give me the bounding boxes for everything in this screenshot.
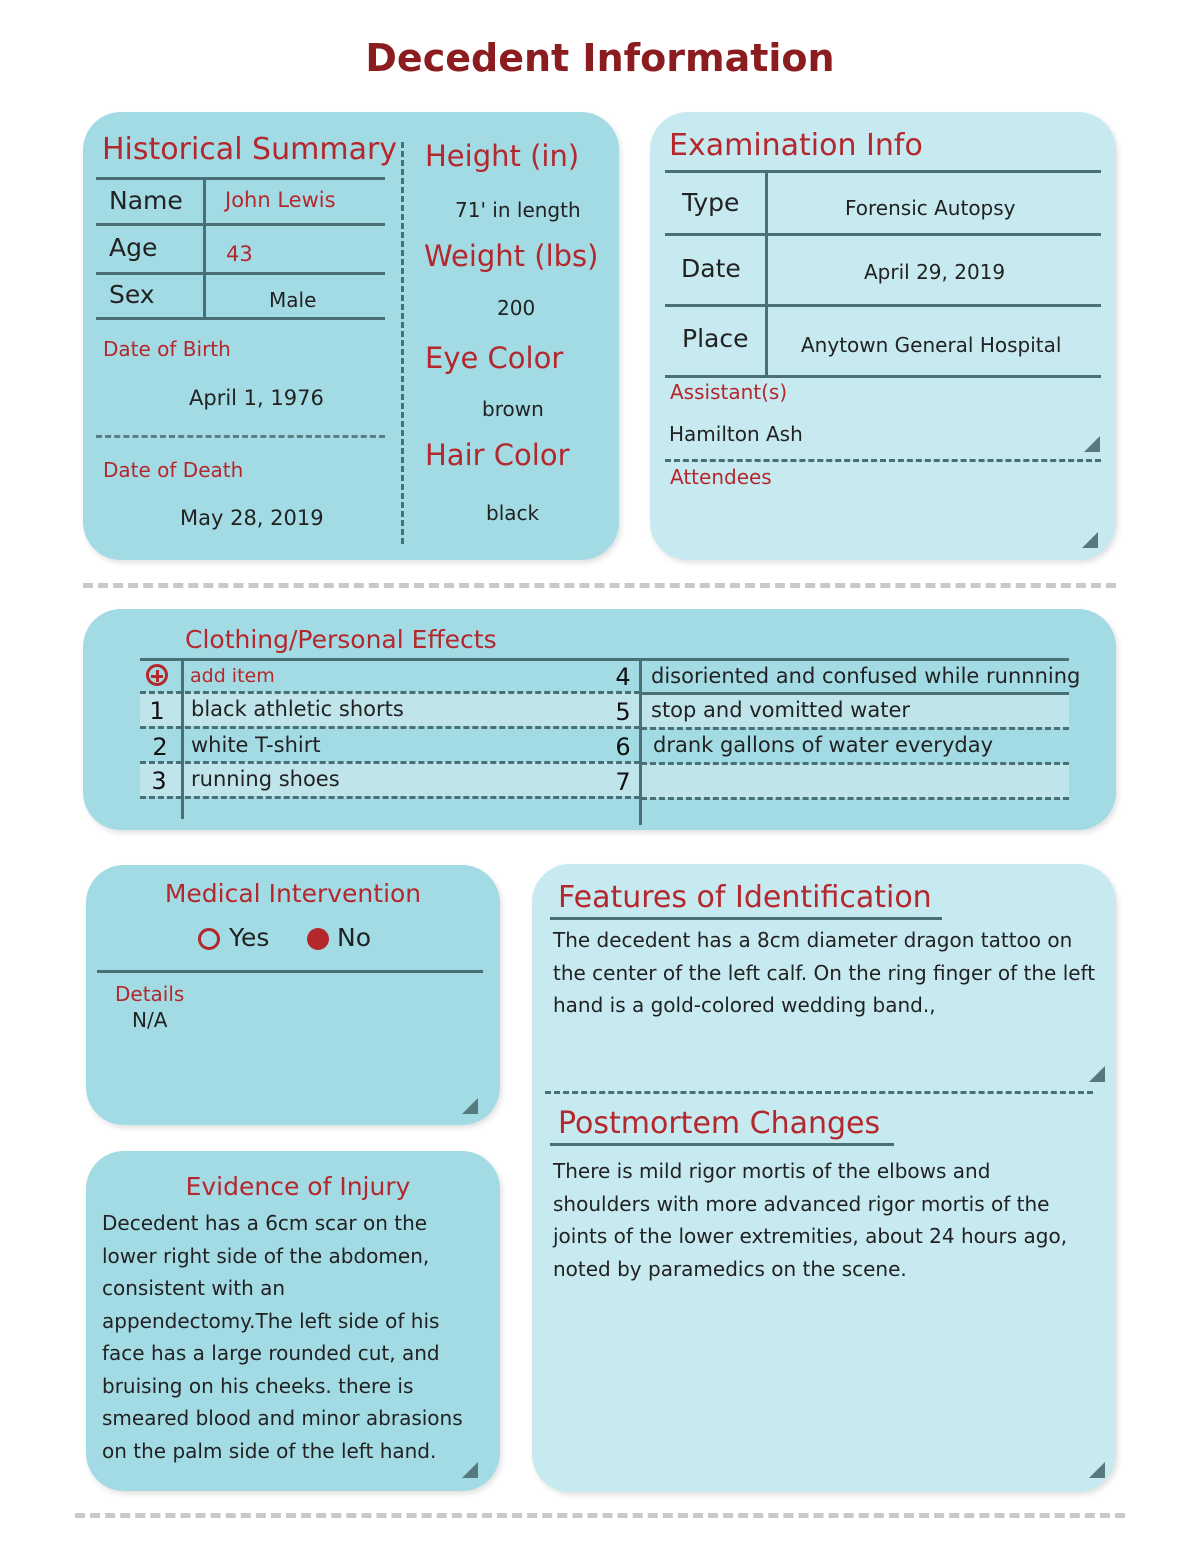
date-label: Date	[681, 254, 741, 283]
item-number: 6	[615, 733, 631, 761]
list-item[interactable]: disoriented and confused while runnning	[651, 664, 1081, 688]
divider	[140, 761, 640, 764]
details-field[interactable]: N/A	[132, 1008, 168, 1032]
list-item[interactable]: running shoes	[191, 767, 340, 791]
name-field[interactable]: John Lewis	[225, 188, 336, 212]
divider	[665, 375, 1101, 378]
eye-color-field[interactable]: brown	[482, 397, 544, 421]
date-field[interactable]: April 29, 2019	[864, 260, 1006, 284]
divider	[550, 917, 942, 920]
divider	[203, 178, 206, 318]
features-text-field[interactable]: The decedent has a 8cm diameter dragon tattoo on the center of the left calf. On the ring finger of the left hand is a gold-colored wedding band.,	[553, 928, 1096, 1017]
divider	[665, 459, 1101, 462]
hair-color-field[interactable]: black	[486, 501, 540, 525]
page-title: Decedent Information	[365, 36, 835, 80]
page-divider	[83, 583, 1116, 588]
divider	[641, 692, 1069, 695]
sex-field[interactable]: Male	[269, 288, 317, 312]
historical-summary-card	[83, 112, 619, 560]
clothing-effects-card	[83, 609, 1116, 830]
weight-label: Weight (lbs)	[424, 239, 599, 273]
yes-radio[interactable]	[198, 928, 220, 950]
divider	[545, 1091, 1093, 1094]
divider	[96, 317, 385, 320]
divider	[140, 658, 1069, 661]
assistants-label: Assistant(s)	[670, 380, 788, 404]
evidence-of-injury-heading: Evidence of Injury	[185, 1172, 411, 1201]
assistants-field[interactable]: Hamilton Ash	[669, 422, 803, 446]
item-number: 1	[149, 697, 165, 725]
item-number: 4	[615, 663, 631, 691]
divider	[665, 170, 1101, 173]
item-number: 3	[151, 767, 167, 795]
attendees-label: Attendees	[670, 465, 772, 489]
clothing-effects-heading: Clothing/Personal Effects	[185, 625, 497, 654]
item-number: 2	[152, 733, 168, 761]
no-label: No	[337, 923, 371, 952]
divider	[96, 177, 385, 180]
divider	[96, 223, 385, 226]
features-heading: Features of Identification	[558, 880, 932, 915]
injury-text-field[interactable]: Decedent has a 6cm scar on the lower right side of the abdomen, consistent with an appendectomy.The left side of his face has a large rounded cut, and bruising on his cheeks. there is smeared blood and minor abrasions on the palm side of the left hand.	[102, 1211, 463, 1463]
list-item[interactable]: drank gallons of water everyday	[653, 733, 993, 757]
medical-intervention-heading: Medical Intervention	[164, 879, 422, 908]
plus-bar	[156, 670, 159, 682]
hair-color-label: Hair Color	[425, 438, 570, 472]
resize-handle-icon[interactable]	[1089, 1462, 1105, 1478]
examination-info-heading: Examination Info	[669, 128, 923, 163]
age-label: Age	[109, 233, 158, 262]
divider	[140, 726, 640, 729]
eye-color-label: Eye Color	[425, 341, 564, 375]
resize-handle-icon[interactable]	[1089, 1066, 1105, 1082]
type-label: Type	[682, 188, 740, 217]
dob-field[interactable]: April 1, 1976	[189, 386, 324, 410]
divider	[97, 970, 483, 973]
item-number: 7	[615, 768, 631, 796]
medical-intervention-card	[86, 865, 500, 1125]
row-shade	[641, 764, 1069, 798]
divider	[765, 172, 768, 376]
divider	[665, 304, 1101, 307]
examination-info-card	[650, 112, 1116, 560]
historical-summary-heading: Historical Summary	[102, 132, 398, 167]
resize-handle-icon[interactable]	[1084, 436, 1100, 452]
dod-label: Date of Death	[103, 458, 244, 482]
resize-handle-icon[interactable]	[1082, 532, 1098, 548]
divider	[96, 272, 385, 275]
list-item[interactable]: black athletic shorts	[191, 697, 404, 721]
page-divider	[75, 1513, 1125, 1518]
divider	[665, 233, 1101, 236]
list-item[interactable]: stop and vomitted water	[651, 698, 911, 722]
place-field[interactable]: Anytown General Hospital	[801, 333, 1062, 357]
type-field[interactable]: Forensic Autopsy	[845, 196, 1016, 220]
divider	[550, 1143, 894, 1146]
divider	[641, 762, 1069, 765]
divider	[96, 435, 385, 438]
dob-label: Date of Birth	[103, 337, 231, 361]
divider	[140, 691, 640, 694]
resize-handle-icon[interactable]	[462, 1098, 478, 1114]
place-label: Place	[682, 324, 749, 353]
no-radio[interactable]	[307, 928, 329, 950]
age-field[interactable]: 43	[226, 242, 253, 266]
item-number: 5	[615, 698, 631, 726]
column-separator	[401, 142, 404, 544]
postmortem-heading: Postmortem Changes	[558, 1106, 881, 1141]
details-label: Details	[115, 982, 185, 1006]
name-label: Name	[109, 186, 183, 215]
weight-field[interactable]: 200	[497, 296, 536, 320]
yes-label: Yes	[229, 923, 270, 952]
evidence-of-injury-card	[86, 1151, 500, 1491]
divider	[641, 727, 1069, 730]
height-field[interactable]: 71' in length	[455, 198, 581, 222]
identification-card	[532, 864, 1116, 1492]
list-item[interactable]: white T-shirt	[191, 733, 321, 757]
dod-field[interactable]: May 28, 2019	[180, 506, 324, 530]
divider	[181, 659, 184, 819]
add-item-button[interactable]: add item	[190, 665, 275, 687]
add-item-icon[interactable]	[146, 664, 168, 686]
divider	[641, 797, 1069, 800]
postmortem-text-field[interactable]: There is mild rigor mortis of the elbows and shoulders with more advanced rigor mortis of the joints of the lower extremities, about 24 hours ago, noted by paramedics on the scene.	[553, 1159, 1068, 1281]
resize-handle-icon[interactable]	[462, 1462, 478, 1478]
divider	[140, 796, 640, 799]
height-label: Height (in)	[425, 139, 580, 173]
sex-label: Sex	[109, 280, 155, 309]
